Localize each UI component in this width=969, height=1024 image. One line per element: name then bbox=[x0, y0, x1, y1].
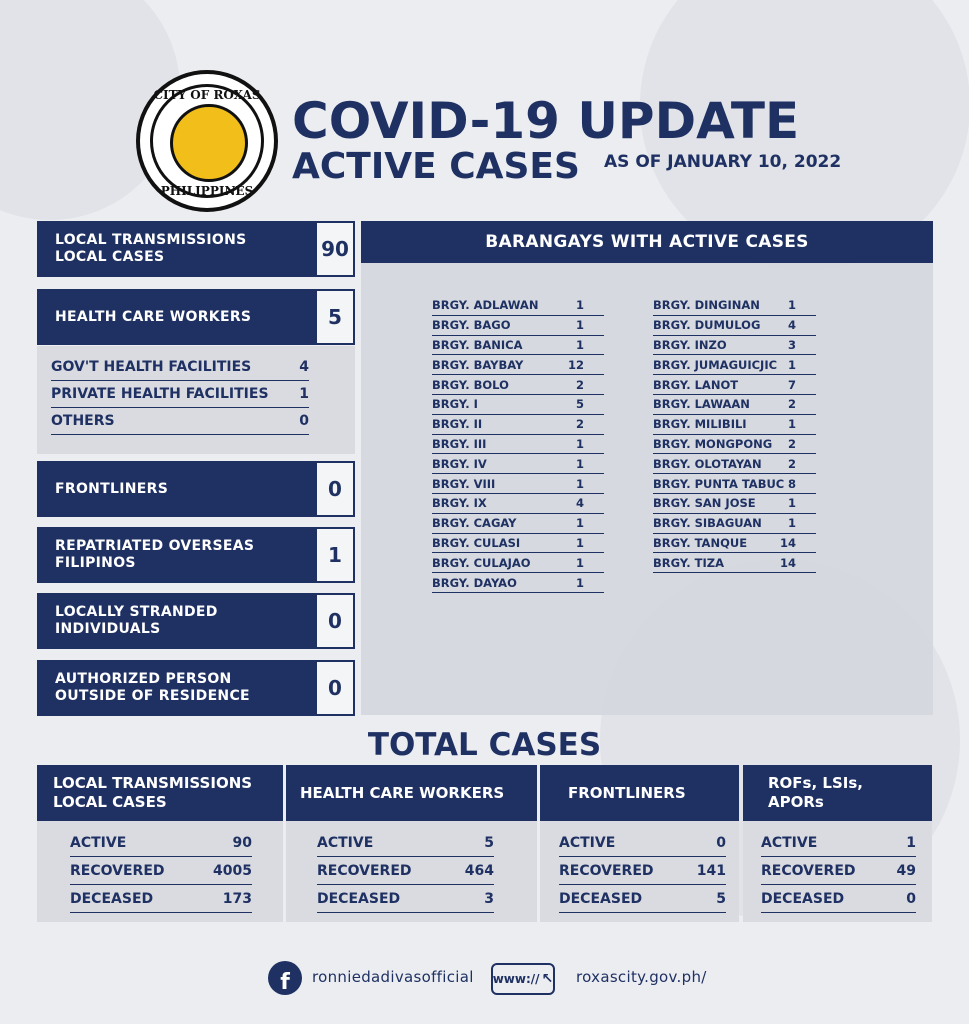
table-row: ACTIVE 5 bbox=[317, 829, 494, 857]
barangay-count: 1 bbox=[575, 535, 584, 550]
total-card-hcw: HEALTH CARE WORKERS ACTIVE 5 RECOVERED 464 DECEASED 3 bbox=[286, 765, 537, 922]
barangay-name: BRGY. BANICA bbox=[432, 337, 523, 352]
barangay-row bbox=[432, 415, 604, 435]
barangay-panel-title: BARANGAYS WITH ACTIVE CASES bbox=[361, 221, 933, 263]
table-row: RECOVERED 4005 bbox=[70, 857, 252, 885]
table-row: ACTIVE 90 bbox=[70, 829, 252, 857]
table-row: DECEASED 5 bbox=[559, 885, 726, 913]
barangay-row bbox=[653, 435, 816, 455]
barangay-name: BRGY. CULAJAO bbox=[432, 555, 531, 570]
barangay-list-right bbox=[653, 296, 816, 573]
authorized-person-stat: AUTHORIZED PERSON OUTSIDE OF RESIDENCE 0 bbox=[37, 660, 355, 716]
barangay-count: 5 bbox=[575, 397, 584, 412]
barangay-count: 1 bbox=[787, 496, 796, 511]
barangay-row bbox=[432, 316, 604, 336]
barangay-name: BRGY. DINGINAN bbox=[653, 298, 760, 313]
hcw-breakdown-list bbox=[37, 346, 355, 454]
barangay-name: BRGY. CAGAY bbox=[432, 516, 517, 531]
frontliners-stat: FRONTLINERS 0 bbox=[37, 461, 355, 517]
repatriated-stat: REPATRIATED OVERSEAS FILIPINOS 1 bbox=[37, 527, 355, 583]
barangay-name: BRGY. BOLO bbox=[432, 377, 509, 392]
barangay-count: 2 bbox=[787, 456, 796, 471]
barangay-row bbox=[653, 454, 816, 474]
barangay-count: 1 bbox=[575, 575, 584, 590]
barangay-name: BRGY. VIII bbox=[432, 476, 496, 491]
barangay-count: 1 bbox=[575, 476, 584, 491]
stat-value: 0 bbox=[317, 593, 355, 649]
website-icon: www:// ↖ bbox=[491, 963, 555, 995]
barangay-name: BRGY. TIZA bbox=[653, 555, 724, 570]
stat-value: 0 bbox=[317, 461, 355, 517]
barangay-name: BRGY. ADLAWAN bbox=[432, 298, 539, 313]
barangay-count: 12 bbox=[567, 357, 584, 372]
table-row: DECEASED 0 bbox=[761, 885, 916, 913]
page-subtitle: ACTIVE CASES bbox=[292, 146, 580, 187]
list-item: PRIVATE HEALTH FACILITIES 1 bbox=[51, 381, 309, 408]
table-row: DECEASED 3 bbox=[317, 885, 494, 913]
barangay-count: 1 bbox=[787, 298, 796, 313]
barangay-count: 1 bbox=[575, 318, 584, 333]
barangay-name: BRGY. IX bbox=[432, 496, 487, 511]
barangay-row bbox=[653, 415, 816, 435]
barangay-count: 1 bbox=[575, 516, 584, 531]
barangay-row bbox=[653, 355, 816, 375]
barangay-name: BRGY. LANOT bbox=[653, 377, 739, 392]
barangay-row bbox=[432, 514, 604, 534]
barangay-name: BRGY. I bbox=[432, 397, 478, 412]
barangay-name: BRGY. INZO bbox=[653, 337, 727, 352]
page-title: COVID-19 UPDATE bbox=[292, 92, 800, 150]
facebook-handle-link[interactable]: ronniedadivasofficial bbox=[312, 968, 474, 986]
barangay-row bbox=[432, 435, 604, 455]
barangay-count: 4 bbox=[787, 318, 796, 333]
table-row: RECOVERED 141 bbox=[559, 857, 726, 885]
list-item: OTHERS 0 bbox=[51, 408, 309, 435]
table-row: ACTIVE 1 bbox=[761, 829, 916, 857]
barangay-name: BRGY. DUMULOG bbox=[653, 318, 761, 333]
barangay-row bbox=[432, 553, 604, 573]
stat-value: 1 bbox=[317, 527, 355, 583]
city-seal-logo: CITY OF ROXAS PHILIPPINES bbox=[136, 70, 278, 212]
barangay-name: BRGY. SIBAGUAN bbox=[653, 516, 762, 531]
stat-value: 90 bbox=[317, 221, 355, 277]
barangay-name: BRGY. TANQUE bbox=[653, 535, 748, 550]
health-care-workers-stat: HEALTH CARE WORKERS 5 bbox=[37, 289, 355, 345]
barangay-row bbox=[432, 395, 604, 415]
barangay-count: 1 bbox=[575, 456, 584, 471]
barangay-count: 2 bbox=[787, 436, 796, 451]
total-card-rof-lsi-apor: ROFs, LSIs, APORs ACTIVE 1 RECOVERED 49 DECEASED 0 bbox=[743, 765, 932, 922]
locally-stranded-stat: LOCALLY STRANDED INDIVIDUALS 0 bbox=[37, 593, 355, 649]
barangay-row bbox=[653, 375, 816, 395]
barangay-count: 1 bbox=[575, 337, 584, 352]
barangay-row bbox=[653, 395, 816, 415]
barangay-count: 14 bbox=[779, 535, 796, 550]
barangay-row bbox=[432, 375, 604, 395]
table-row: DECEASED 173 bbox=[70, 885, 252, 913]
barangay-name: BRGY. JUMAGUICJIC bbox=[653, 357, 778, 372]
table-row: RECOVERED 464 bbox=[317, 857, 494, 885]
barangay-count: 2 bbox=[575, 417, 584, 432]
barangay-name: BRGY. II bbox=[432, 417, 483, 432]
barangay-list-left bbox=[432, 296, 604, 593]
barangay-name: BRGY. III bbox=[432, 436, 487, 451]
barangay-row bbox=[432, 296, 604, 316]
barangay-name: BRGY. BAYBAY bbox=[432, 357, 524, 372]
barangay-name: BRGY. CULASI bbox=[432, 535, 521, 550]
barangay-count: 1 bbox=[787, 516, 796, 531]
local-transmissions-stat: LOCAL TRANSMISSIONS LOCAL CASES 90 bbox=[37, 221, 355, 277]
barangay-name: BRGY. LAWAAN bbox=[653, 397, 750, 412]
stat-value: 5 bbox=[317, 289, 355, 345]
barangay-count: 1 bbox=[787, 417, 796, 432]
barangay-row bbox=[653, 296, 816, 316]
table-row: RECOVERED 49 bbox=[761, 857, 916, 885]
barangay-name: BRGY. OLOTAYAN bbox=[653, 456, 762, 471]
facebook-icon[interactable]: f bbox=[268, 961, 302, 995]
barangay-row bbox=[432, 534, 604, 554]
barangay-row bbox=[432, 454, 604, 474]
barangay-name: BRGY. DAYAO bbox=[432, 575, 517, 590]
barangay-row bbox=[432, 336, 604, 356]
barangay-count: 2 bbox=[575, 377, 584, 392]
barangay-count: 14 bbox=[779, 555, 796, 570]
barangay-count: 1 bbox=[575, 298, 584, 313]
barangay-count: 8 bbox=[787, 476, 796, 491]
barangay-row bbox=[653, 494, 816, 514]
barangay-name: BRGY. PUNTA TABUC bbox=[653, 476, 785, 491]
total-cases-title: TOTAL CASES bbox=[367, 727, 602, 763]
barangay-name: BRGY. MILIBILI bbox=[653, 417, 747, 432]
barangay-row bbox=[653, 336, 816, 356]
total-card-local: LOCAL TRANSMISSIONS LOCAL CASES ACTIVE 90 RECOVERED 4005 DECEASED 173 bbox=[37, 765, 283, 922]
stat-value: 0 bbox=[317, 660, 355, 716]
barangay-row bbox=[432, 474, 604, 494]
barangay-count: 1 bbox=[787, 357, 796, 372]
barangay-row bbox=[653, 474, 816, 494]
barangay-count: 1 bbox=[575, 555, 584, 570]
barangay-count: 4 bbox=[575, 496, 584, 511]
barangay-row bbox=[653, 514, 816, 534]
barangay-name: BRGY. IV bbox=[432, 456, 487, 471]
barangay-row bbox=[432, 355, 604, 375]
website-link[interactable]: roxascity.gov.ph/ bbox=[576, 968, 707, 986]
barangay-count: 1 bbox=[575, 436, 584, 451]
barangay-row bbox=[432, 573, 604, 593]
barangay-row bbox=[653, 534, 816, 554]
table-row: ACTIVE 0 bbox=[559, 829, 726, 857]
barangay-count: 3 bbox=[787, 337, 796, 352]
barangay-row bbox=[653, 553, 816, 573]
barangay-count: 2 bbox=[787, 397, 796, 412]
barangay-row bbox=[432, 494, 604, 514]
barangay-name: BRGY. MONGPONG bbox=[653, 436, 773, 451]
as-of-date: AS OF JANUARY 10, 2022 bbox=[604, 152, 842, 172]
barangay-row bbox=[653, 316, 816, 336]
barangay-name: BRGY. SAN JOSE bbox=[653, 496, 756, 511]
barangay-name: BRGY. BAGO bbox=[432, 318, 511, 333]
total-card-frontliners: FRONTLINERS ACTIVE 0 RECOVERED 141 DECEASED 5 bbox=[540, 765, 739, 922]
list-item: GOV'T HEALTH FACILITIES 4 bbox=[51, 354, 309, 381]
barangay-count: 7 bbox=[787, 377, 796, 392]
